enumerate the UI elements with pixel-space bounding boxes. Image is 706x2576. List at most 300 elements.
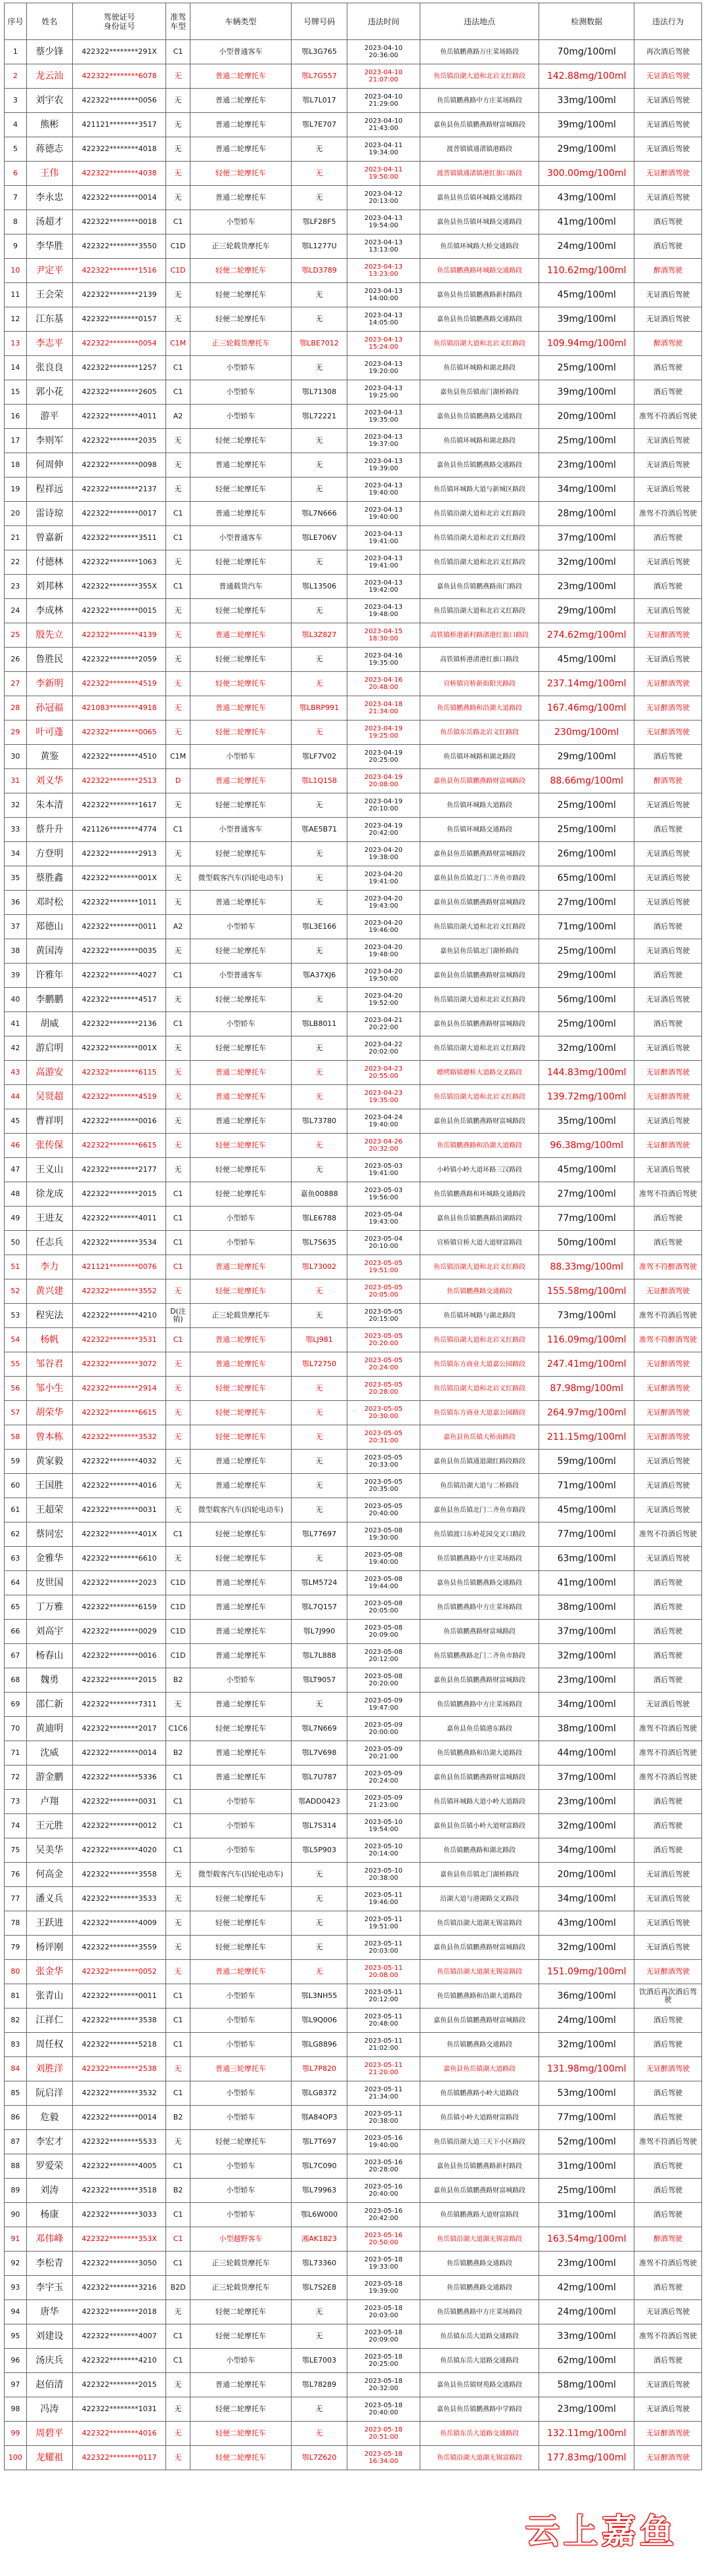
- cell-class: 无: [166, 842, 190, 866]
- table-row: [5, 988, 702, 1012]
- cell-plate: 无: [292, 2324, 347, 2349]
- cell-act: 无证酒后驾驶: [634, 186, 702, 210]
- cell-plate: 鄂L7S2E8: [292, 2276, 347, 2300]
- cell-no: 72: [5, 1765, 27, 1790]
- cell-class: 无: [166, 1109, 190, 1134]
- cell-place: 鱼岳镇小岭大道路财富路段: [420, 2106, 539, 2130]
- cell-vehicle-type: 小型轿车: [190, 356, 292, 380]
- table-row: [5, 842, 702, 866]
- cell-name: 汤超才: [26, 210, 72, 234]
- cell-vehicle-type: 小型轿车: [190, 745, 292, 769]
- cell-id: 422322********4510: [72, 745, 166, 769]
- cell-plate: 无: [292, 1547, 347, 1571]
- cell-name: 张青山: [26, 1984, 72, 2009]
- cell-act: 无证醉酒驾驶: [634, 2446, 702, 2470]
- cell-data: 36mg/100ml: [539, 1984, 634, 2009]
- cell-data: 132.11mg/100ml: [539, 2422, 634, 2446]
- cell-act: 酒后驾驶: [634, 1668, 702, 1693]
- cell-act: 无证酒后驾驶: [634, 453, 702, 477]
- cell-no: 22: [5, 550, 27, 575]
- cell-time: 2023-05-18 20:03:00: [347, 2300, 420, 2324]
- cell-place: 嘉鱼县鱼岳镇鹏燕路财富城路段: [420, 1936, 539, 1960]
- cell-id: 422322********4005: [72, 2154, 166, 2179]
- cell-class: 无: [166, 1450, 190, 1474]
- cell-place: 鱼岳镇沿湖大道和北岩义红路段: [420, 1255, 539, 1279]
- cell-no: 90: [5, 2203, 27, 2227]
- cell-time: 2023-05-11 20:48:00: [347, 2009, 420, 2033]
- cell-name: 李成林: [26, 599, 72, 623]
- cell-id: 422322********1011: [72, 891, 166, 915]
- cell-name: 吴美华: [26, 1838, 72, 1863]
- cell-no: 18: [5, 453, 27, 477]
- cell-no: 52: [5, 1279, 27, 1304]
- cell-data: 39mg/100ml: [539, 307, 634, 332]
- cell-time: 2023-04-20 19:41:00: [347, 866, 420, 891]
- cell-plate: 无: [292, 2397, 347, 2422]
- cell-vehicle-type: 轻便二轮摩托车: [190, 1522, 292, 1547]
- table-row: [5, 648, 702, 672]
- table-row: [5, 1620, 702, 1644]
- cell-vehicle-type: 小型轿车: [190, 2009, 292, 2033]
- cell-plate: 鄂A37XJ6: [292, 964, 347, 988]
- cell-act: 酒后驾驶: [634, 356, 702, 380]
- cell-id: 422322********6610: [72, 1547, 166, 1571]
- cell-place: 鱼岳镇东方商业大道嘉公园路段: [420, 1352, 539, 1377]
- cell-id: 422322********0012: [72, 1814, 166, 1838]
- cell-data: 167.46mg/100ml: [539, 696, 634, 721]
- cell-class: C1: [166, 2252, 190, 2276]
- cell-name: 雷诗琼: [26, 502, 72, 526]
- cell-plate: 无: [292, 1401, 347, 1425]
- cell-id: 422322********2023: [72, 1571, 166, 1595]
- table-row: [5, 1377, 702, 1401]
- cell-plate: 无: [292, 672, 347, 696]
- cell-time: 2023-05-11 20:03:00: [347, 1936, 420, 1960]
- cell-data: 23mg/100ml: [539, 1790, 634, 1814]
- cell-id: 422322********2913: [72, 842, 166, 866]
- cell-vehicle-type: 小型轿车: [190, 2154, 292, 2179]
- cell-no: 37: [5, 915, 27, 939]
- table-row: [5, 672, 702, 696]
- cell-data: 73mg/100ml: [539, 1304, 634, 1328]
- cell-plate: 鄂ADD0423: [292, 1790, 347, 1814]
- cell-id: 422322********3532: [72, 2081, 166, 2106]
- cell-vehicle-type: 普通二轮摩托车: [190, 1450, 292, 1474]
- cell-no: 73: [5, 1790, 27, 1814]
- cell-class: C1D: [166, 1595, 190, 1620]
- cell-vehicle-type: 轻便二轮摩托车: [190, 721, 292, 745]
- cell-class: 无: [166, 1863, 190, 1887]
- cell-time: 2023-04-13 19:35:00: [347, 405, 420, 429]
- cell-name: 杨春山: [26, 1644, 72, 1668]
- cell-no: 10: [5, 259, 27, 283]
- cell-act: 酒后驾驶: [634, 2179, 702, 2203]
- cell-time: 2023-05-16 20:28:00: [347, 2154, 420, 2179]
- cell-no: 15: [5, 380, 27, 405]
- cell-plate: 鄂L7P820: [292, 2057, 347, 2081]
- cell-no: 5: [5, 137, 27, 162]
- cell-class: 无: [166, 1911, 190, 1936]
- cell-place: 鱼岳镇鹏燕路交通路段: [420, 2276, 539, 2300]
- cell-id: 422322********4011: [72, 1207, 166, 1231]
- cell-vehicle-type: 小型轿车: [190, 405, 292, 429]
- cell-plate: 无: [292, 453, 347, 477]
- cell-no: 61: [5, 1498, 27, 1522]
- cell-data: 34mg/100ml: [539, 1838, 634, 1863]
- cell-class: C1M: [166, 745, 190, 769]
- cell-name: 曹祥明: [26, 1109, 72, 1134]
- cell-place: 鱼岳镇鹏燕路小岭大道路段: [420, 2081, 539, 2106]
- cell-act: 无证酒后驾驶: [634, 1936, 702, 1960]
- cell-name: 龙耀祖: [26, 2446, 72, 2470]
- cell-plate: 鄂L7T697: [292, 2130, 347, 2154]
- cell-plate: 无: [292, 2300, 347, 2324]
- cell-no: 17: [5, 429, 27, 453]
- cell-place: 鱼岳镇沿湖大道和北岩义红路段: [420, 1036, 539, 1061]
- cell-act: 酒后驾驶: [634, 2349, 702, 2373]
- cell-class: 无: [166, 672, 190, 696]
- cell-class: C1: [166, 964, 190, 988]
- cell-data: 52mg/100ml: [539, 2130, 634, 2154]
- cell-time: 2023-05-05 20:28:00: [347, 1377, 420, 1401]
- cell-act: 酒后驾驶: [634, 2009, 702, 2033]
- cell-vehicle-type: 普通二轮摩托车: [190, 453, 292, 477]
- cell-plate: 无: [292, 721, 347, 745]
- cell-vehicle-type: 小型轿车: [190, 2106, 292, 2130]
- cell-vehicle-type: 轻便二轮摩托车: [190, 2300, 292, 2324]
- cell-name: 李志平: [26, 332, 72, 356]
- cell-data: 237.14mg/100ml: [539, 672, 634, 696]
- cell-no: 55: [5, 1352, 27, 1377]
- cell-class: C1: [166, 2349, 190, 2373]
- cell-data: 33mg/100ml: [539, 89, 634, 113]
- cell-plate: 鄂LBRP991: [292, 696, 347, 721]
- cell-no: 83: [5, 2033, 27, 2057]
- cell-time: 2023-05-08 20:05:00: [347, 1595, 420, 1620]
- cell-vehicle-type: 轻便二轮摩托车: [190, 550, 292, 575]
- cell-plate: 无: [292, 477, 347, 502]
- table-row: [5, 1936, 702, 1960]
- cell-name: 李永忠: [26, 186, 72, 210]
- cell-data: 29mg/100ml: [539, 137, 634, 162]
- cell-no: 71: [5, 1741, 27, 1765]
- cell-name: 王进友: [26, 1207, 72, 1231]
- cell-time: 2023-05-05 20:30:00: [347, 1401, 420, 1425]
- header-time: 违法时间: [347, 3, 420, 40]
- cell-no: 34: [5, 842, 27, 866]
- table-row: [5, 2009, 702, 2033]
- header-plate: 号牌号码: [292, 3, 347, 40]
- cell-time: 2023-04-10 20:36:00: [347, 40, 420, 64]
- cell-plate: 鄂LT9057: [292, 1668, 347, 1693]
- cell-id: 422322********4210: [72, 1304, 166, 1328]
- cell-name: 王会荣: [26, 283, 72, 307]
- cell-class: B2: [166, 1741, 190, 1765]
- cell-act: 无证酒后驾驶: [634, 477, 702, 502]
- cell-place: 嘉鱼县鱼岳镇环城路交通路段: [420, 186, 539, 210]
- cell-id: 422322********1257: [72, 356, 166, 380]
- cell-place: 高铁镇桥港新村路渚港红旗口路段: [420, 623, 539, 648]
- cell-plate: 鄂L1Q158: [292, 769, 347, 793]
- cell-id: 422322********4009: [72, 1911, 166, 1936]
- cell-class: 无: [166, 307, 190, 332]
- cell-plate: 鄂LBE7012: [292, 332, 347, 356]
- cell-data: 163.54mg/100ml: [539, 2227, 634, 2252]
- cell-name: 任志兵: [26, 1231, 72, 1255]
- table-row: [5, 332, 702, 356]
- table-row: [5, 696, 702, 721]
- cell-data: 247.41mg/100ml: [539, 1352, 634, 1377]
- cell-name: 何周伸: [26, 453, 72, 477]
- cell-vehicle-type: 小型轿车: [190, 210, 292, 234]
- cell-class: C1: [166, 2154, 190, 2179]
- cell-class: 无: [166, 429, 190, 453]
- cell-id: 422322********0015: [72, 599, 166, 623]
- table-row: [5, 259, 702, 283]
- cell-vehicle-type: 普通二轮摩托车: [190, 186, 292, 210]
- cell-plate: 鄂L7E707: [292, 113, 347, 137]
- cell-time: 2023-05-11 21:20:00: [347, 2057, 420, 2081]
- cell-no: 69: [5, 1693, 27, 1717]
- cell-class: C1: [166, 818, 190, 842]
- cell-data: 27mg/100ml: [539, 1182, 634, 1207]
- cell-vehicle-type: 轻便二轮摩托车: [190, 2324, 292, 2349]
- cell-name: 王义山: [26, 1158, 72, 1182]
- cell-place: 鱼岳镇环城路和湖北路段: [420, 429, 539, 453]
- cell-place: 嘉鱼县鱼岳镇鹏燕路财富城路段: [420, 1765, 539, 1790]
- cell-data: 45mg/100ml: [539, 648, 634, 672]
- cell-data: 50mg/100ml: [539, 1231, 634, 1255]
- cell-class: C1: [166, 1231, 190, 1255]
- table-row: [5, 2276, 702, 2300]
- cell-act: 无证醉酒驾驶: [634, 1960, 702, 1984]
- cell-time: 2023-05-10 20:14:00: [347, 1838, 420, 1863]
- cell-data: 25mg/100ml: [539, 818, 634, 842]
- cell-data: 88.33mg/100ml: [539, 1255, 634, 1279]
- table-row: [5, 1498, 702, 1522]
- cell-data: 25mg/100ml: [539, 1012, 634, 1036]
- header-row: [5, 3, 702, 40]
- cell-plate: 鄂LE7003: [292, 2349, 347, 2373]
- cell-no: 85: [5, 2081, 27, 2106]
- cell-id: 422322********0017: [72, 502, 166, 526]
- cell-no: 94: [5, 2300, 27, 2324]
- cell-act: 酒后驾驶: [634, 1838, 702, 1863]
- cell-place: 鱼岳镇东岳大道路交通路段: [420, 2324, 539, 2349]
- cell-name: 江东基: [26, 307, 72, 332]
- cell-no: 97: [5, 2373, 27, 2397]
- cell-data: 142.88mg/100ml: [539, 64, 634, 89]
- cell-class: 无: [166, 186, 190, 210]
- cell-place: 鱼岳镇环城路和湖北路段: [420, 745, 539, 769]
- cell-no: 44: [5, 1085, 27, 1109]
- cell-time: 2023-04-26 20:32:00: [347, 1134, 420, 1158]
- cell-id: 422322********401X: [72, 1522, 166, 1547]
- cell-id: 422322********2538: [72, 2057, 166, 2081]
- cell-act: 准驾不符酒后驾驶: [634, 1717, 702, 1741]
- cell-plate: 无: [292, 1693, 347, 1717]
- cell-id: 421121********3517: [72, 113, 166, 137]
- cell-no: 100: [5, 2446, 27, 2470]
- cell-act: 无证酒后驾驶: [634, 2373, 702, 2397]
- cell-act: 准驾不符酒后驾驶: [634, 2324, 702, 2349]
- cell-name: 张良良: [26, 356, 72, 380]
- cell-time: 2023-04-23 19:35:00: [347, 1085, 420, 1109]
- table-row: [5, 162, 702, 186]
- cell-act: 无证酒后驾驶: [634, 1450, 702, 1474]
- cell-place: 嘉鱼县鱼岳镇鹏燕路交通路段: [420, 1571, 539, 1595]
- cell-plate: 鄂L72750: [292, 1352, 347, 1377]
- cell-name: 游启明: [26, 1036, 72, 1061]
- cell-place: 鱼岳镇沿湖大道和北岩义红路段: [420, 502, 539, 526]
- table-row: [5, 283, 702, 307]
- cell-class: 无: [166, 453, 190, 477]
- cell-vehicle-type: 轻便二轮摩托车: [190, 1158, 292, 1182]
- cell-act: 无证醉酒驾驶: [634, 1134, 702, 1158]
- cell-name: 沈威: [26, 1741, 72, 1765]
- cell-vehicle-type: 小型轿车: [190, 380, 292, 405]
- cell-time: 2023-04-19 20:08:00: [347, 769, 420, 793]
- cell-class: B2D: [166, 2276, 190, 2300]
- cell-plate: 鄂L1277U: [292, 234, 347, 259]
- cell-name: 汤庆兵: [26, 2349, 72, 2373]
- cell-no: 1: [5, 40, 27, 64]
- cell-name: 何高金: [26, 1863, 72, 1887]
- cell-place: 鱼岳镇环城路大道路段: [420, 793, 539, 818]
- table-row: [5, 1255, 702, 1279]
- cell-no: 24: [5, 599, 27, 623]
- cell-name: 黄兴建: [26, 1279, 72, 1304]
- table-row: [5, 2300, 702, 2324]
- cell-no: 74: [5, 1814, 27, 1838]
- cell-data: 32mg/100ml: [539, 1036, 634, 1061]
- cell-name: 高游安: [26, 1061, 72, 1085]
- header-data: 检测数据: [539, 3, 634, 40]
- cell-time: 2023-04-19 20:25:00: [347, 745, 420, 769]
- cell-place: 鱼岳镇环城路与湖北路段: [420, 1304, 539, 1328]
- cell-vehicle-type: 轻便二轮摩托车: [190, 842, 292, 866]
- table-row: [5, 1838, 702, 1863]
- table-row: [5, 356, 702, 380]
- cell-id: 422322********3531: [72, 1328, 166, 1352]
- cell-vehicle-type: 普通二轮摩托车: [190, 64, 292, 89]
- cell-id: 422322********6078: [72, 64, 166, 89]
- cell-id: 422322********3532: [72, 1425, 166, 1450]
- cell-time: 2023-05-10 20:38:00: [347, 1863, 420, 1887]
- cell-no: 19: [5, 477, 27, 502]
- cell-time: 2023-05-11 20:12:00: [347, 1984, 420, 2009]
- cell-time: 2023-05-16 20:40:00: [347, 2179, 420, 2203]
- cell-name: 尹定平: [26, 259, 72, 283]
- cell-plate: 鄂L7L017: [292, 89, 347, 113]
- cell-no: 80: [5, 1960, 27, 1984]
- cell-place: 嘉鱼县鱼岳镇鹏燕路财富城路段: [420, 1109, 539, 1134]
- cell-act: 无证酒后驾驶: [634, 1911, 702, 1936]
- cell-act: 醉酒驾驶: [634, 332, 702, 356]
- cell-name: 冯涛: [26, 2397, 72, 2422]
- cell-class: C1C6: [166, 1717, 190, 1741]
- table-row: [5, 380, 702, 405]
- cell-id: 422322********2018: [72, 2300, 166, 2324]
- cell-place: 鱼岳镇鹏燕路财富城路段: [420, 1620, 539, 1644]
- cell-id: 422322********0011: [72, 1984, 166, 2009]
- cell-name: 鲁胜民: [26, 648, 72, 672]
- table-row: [5, 1474, 702, 1498]
- cell-act: 无证酒后驾驶: [634, 550, 702, 575]
- cell-id: 422322********4517: [72, 988, 166, 1012]
- cell-data: 31mg/100ml: [539, 2154, 634, 2179]
- cell-name: 丁万雅: [26, 1595, 72, 1620]
- cell-id: 422322********0031: [72, 1498, 166, 1522]
- cell-name: 刘高宇: [26, 1620, 72, 1644]
- cell-time: 2023-05-04 19:43:00: [347, 1207, 420, 1231]
- cell-place: 嘉鱼县鱼岳镇鹏燕路南门路段: [420, 575, 539, 599]
- cell-act: 无证醉酒驾驶: [634, 2057, 702, 2081]
- cell-time: 2023-04-24 19:40:00: [347, 1109, 420, 1134]
- cell-id: 422322********3533: [72, 1887, 166, 1911]
- cell-vehicle-type: 轻便二轮摩托车: [190, 1547, 292, 1571]
- cell-vehicle-type: 普通二轮摩托车: [190, 2373, 292, 2397]
- cell-name: 张传保: [26, 1134, 72, 1158]
- cell-class: B2: [166, 1668, 190, 1693]
- cell-vehicle-type: 普通三轮摩托车: [190, 2057, 292, 2081]
- cell-no: 70: [5, 1717, 27, 1741]
- cell-vehicle-type: 小型轿车: [190, 1231, 292, 1255]
- table-row: [5, 2106, 702, 2130]
- table-row: [5, 186, 702, 210]
- cell-data: 33mg/100ml: [539, 2324, 634, 2349]
- cell-act: 无证酒后驾驶: [634, 842, 702, 866]
- cell-name: 程宪法: [26, 1304, 72, 1328]
- cell-act: 无证醉酒驾驶: [634, 1352, 702, 1377]
- cell-time: 2023-04-13 19:54:00: [347, 210, 420, 234]
- cell-vehicle-type: 轻便二轮摩托车: [190, 259, 292, 283]
- cell-plate: 无: [292, 939, 347, 964]
- cell-data: 77mg/100ml: [539, 2106, 634, 2130]
- cell-data: 25mg/100ml: [539, 793, 634, 818]
- cell-no: 27: [5, 672, 27, 696]
- cell-time: 2023-04-23 20:55:00: [347, 1061, 420, 1085]
- cell-class: 无: [166, 1474, 190, 1498]
- cell-id: 422322********0016: [72, 1644, 166, 1668]
- cell-data: 45mg/100ml: [539, 1498, 634, 1522]
- cell-place: 鱼岳镇东岳大道路交通路段: [420, 2422, 539, 2446]
- cell-act: 准驾不符醉酒驾驶: [634, 1328, 702, 1352]
- cell-id: 422322********4032: [72, 1450, 166, 1474]
- cell-id: 422322********4027: [72, 964, 166, 988]
- cell-place: 鱼岳镇东方商业大道嘉公园路段: [420, 1401, 539, 1425]
- cell-data: 25mg/100ml: [539, 356, 634, 380]
- table-row: [5, 40, 702, 64]
- cell-place: 嘉鱼县鱼岳镇鹏燕路中学路段: [420, 2397, 539, 2422]
- cell-vehicle-type: 普通二轮摩托车: [190, 1595, 292, 1620]
- cell-class: 无: [166, 1279, 190, 1304]
- cell-act: 酒后驾驶: [634, 915, 702, 939]
- cell-data: 25mg/100ml: [539, 2179, 634, 2203]
- table-row: [5, 1279, 702, 1304]
- cell-id: 422322********1063: [72, 550, 166, 575]
- cell-data: 24mg/100ml: [539, 2300, 634, 2324]
- cell-time: 2023-04-20 19:50:00: [347, 964, 420, 988]
- table-row: [5, 1158, 702, 1182]
- cell-plate: 鄂LG8372: [292, 2081, 347, 2106]
- cell-class: 无: [166, 137, 190, 162]
- cell-vehicle-type: 普通二轮摩托车: [190, 1328, 292, 1352]
- cell-time: 2023-04-16 20:48:00: [347, 672, 420, 696]
- cell-data: 25mg/100ml: [539, 939, 634, 964]
- cell-plate: 鄂L71308: [292, 380, 347, 405]
- cell-data: 300.00mg/100ml: [539, 162, 634, 186]
